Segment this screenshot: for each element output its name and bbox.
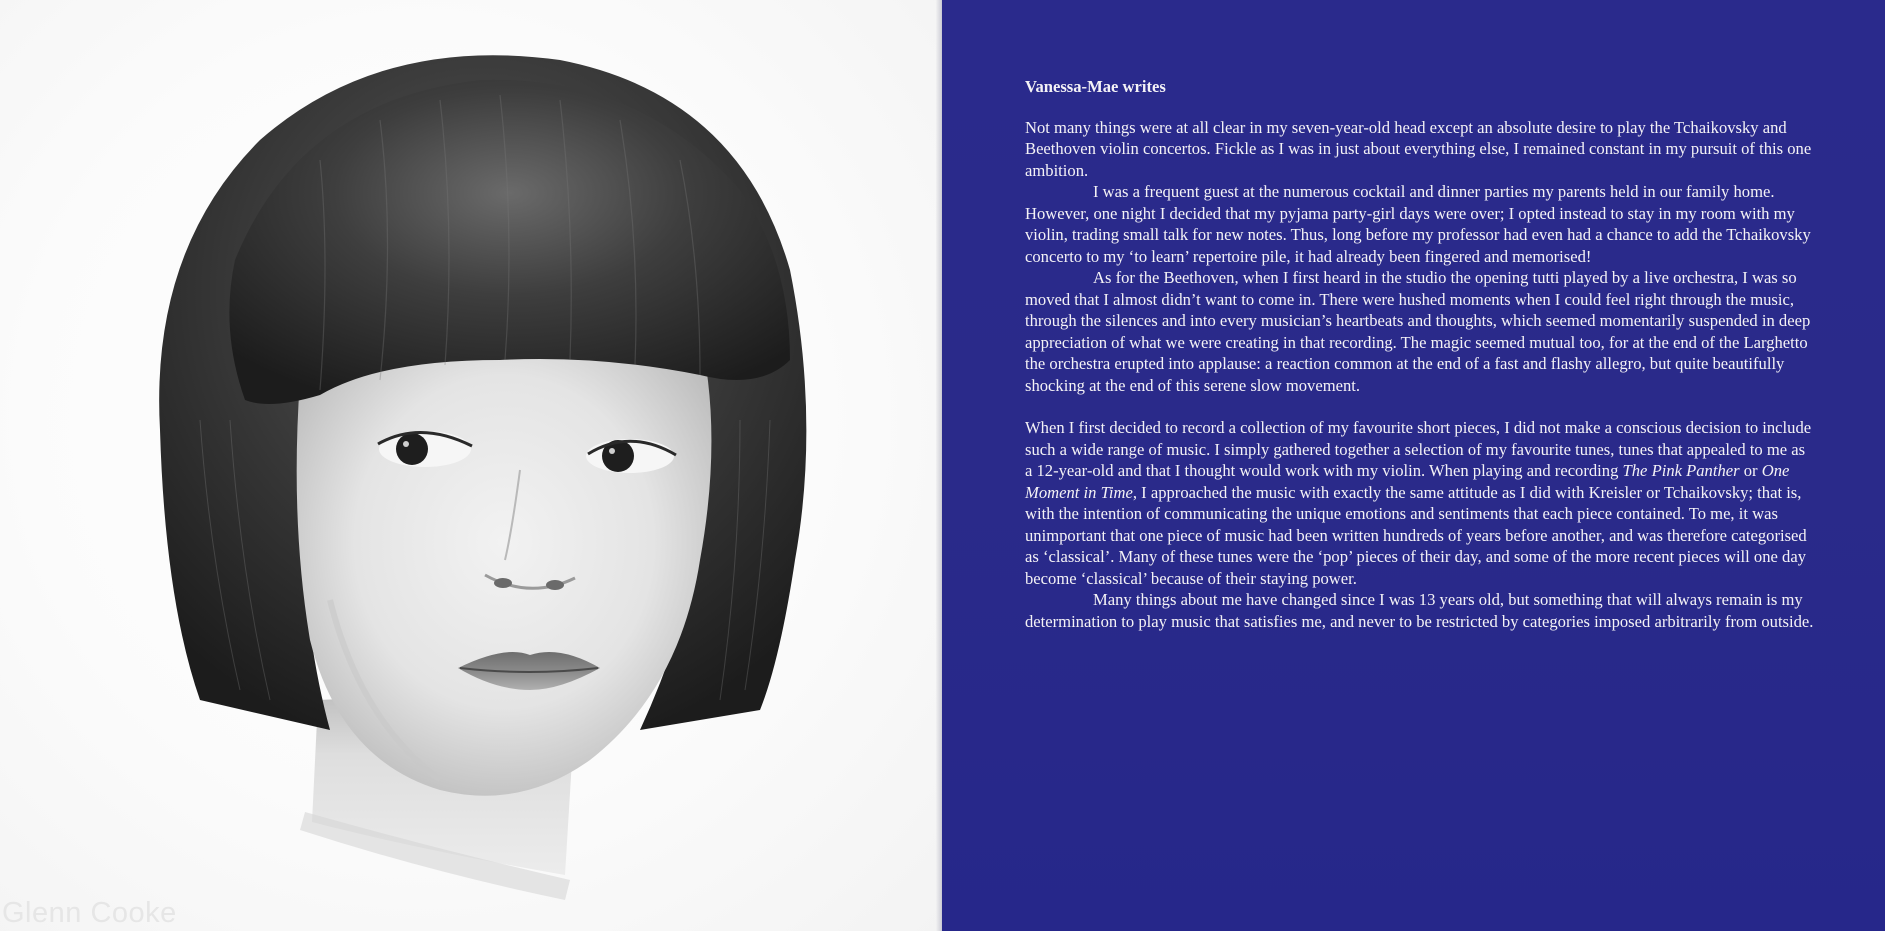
paragraph: Not many things were at all clear in my seven-year-old head except an absolute desire to play the Tchaikovsky and Beethoven violin concertos. Fickle as I was in just about everything else, I remained constant in my pursuit of this one ambition. [1025, 117, 1812, 180]
paragraph-text: or [1739, 461, 1762, 480]
paragraph-text: When I first decided to record a collection of my favourite short pieces, I did not make a conscious decision to include such a wide range of music. I simply gathered together a selection of my favourite tunes, tunes that appealed to me as a 12-year-old and that I thought would work with my violin. When playing and recording [1025, 418, 1812, 480]
song-title: One Moment in Time [1025, 461, 1790, 502]
paragraph: As for the Beethoven, when I first heard in the studio the opening tutti played by a live orchestra, I was so moved that I almost didn’t want to come in. There were hushed moments when I could feel right through the music, through the silences and into every musician’s heartbeats and thoughts, which seemed momentarily suspended in deep appreciation of what we were creating in that recording. The magic seemed mutual too, for at the end of the Larghetto the orchestra erupted into applause: a reaction common at the end of a fast and flashy allegro, but quite beautifully shocking at the end of this serene slow movement. [1025, 268, 1811, 395]
watermark-text: Glenn Cooke [2, 897, 177, 929]
paragraph: Many things about me have changed since I was 13 years old, but something that will always remain is my determination to play music that satisfies me, and never to be restricted by categories imposed arbitrarily from outside. [1025, 590, 1814, 631]
text-page [942, 0, 1885, 931]
photo-page [0, 0, 942, 931]
article-body [1025, 76, 1815, 632]
paragraph-text: , I approached the music with exactly the same attitude as I did with Kreisler or Tchaikovsky; that is, with the intention of communicating the unique emotions and sentiments that each piece contained. To me, it was unimportant that one piece of music had been written hundreds of years before another, and was therefore categorised as ‘classical’. Many of these tunes were the ‘pop’ pieces of their day, and some of the more recent pieces will one day become ‘classical’ because of their staying power. [1025, 482, 1807, 588]
portrait-photo [0, 0, 942, 931]
article-heading: Vanessa-Mae writes [1025, 77, 1166, 96]
paragraph [1025, 417, 1815, 589]
section-gap [1025, 396, 1815, 417]
song-title: The Pink Panther [1622, 461, 1740, 480]
paragraph: I was a frequent guest at the numerous cocktail and dinner parties my parents held in our family home. However, one night I decided that my pyjama party-girl days were over; I opted instead to stay in my room with my violin, trading small talk for new notes. Thus, long before my professor had even had a chance to add the Tchaikovsky concerto to my ‘to learn’ repertoire pile, it had already been fingered and memorised! [1025, 182, 1811, 266]
